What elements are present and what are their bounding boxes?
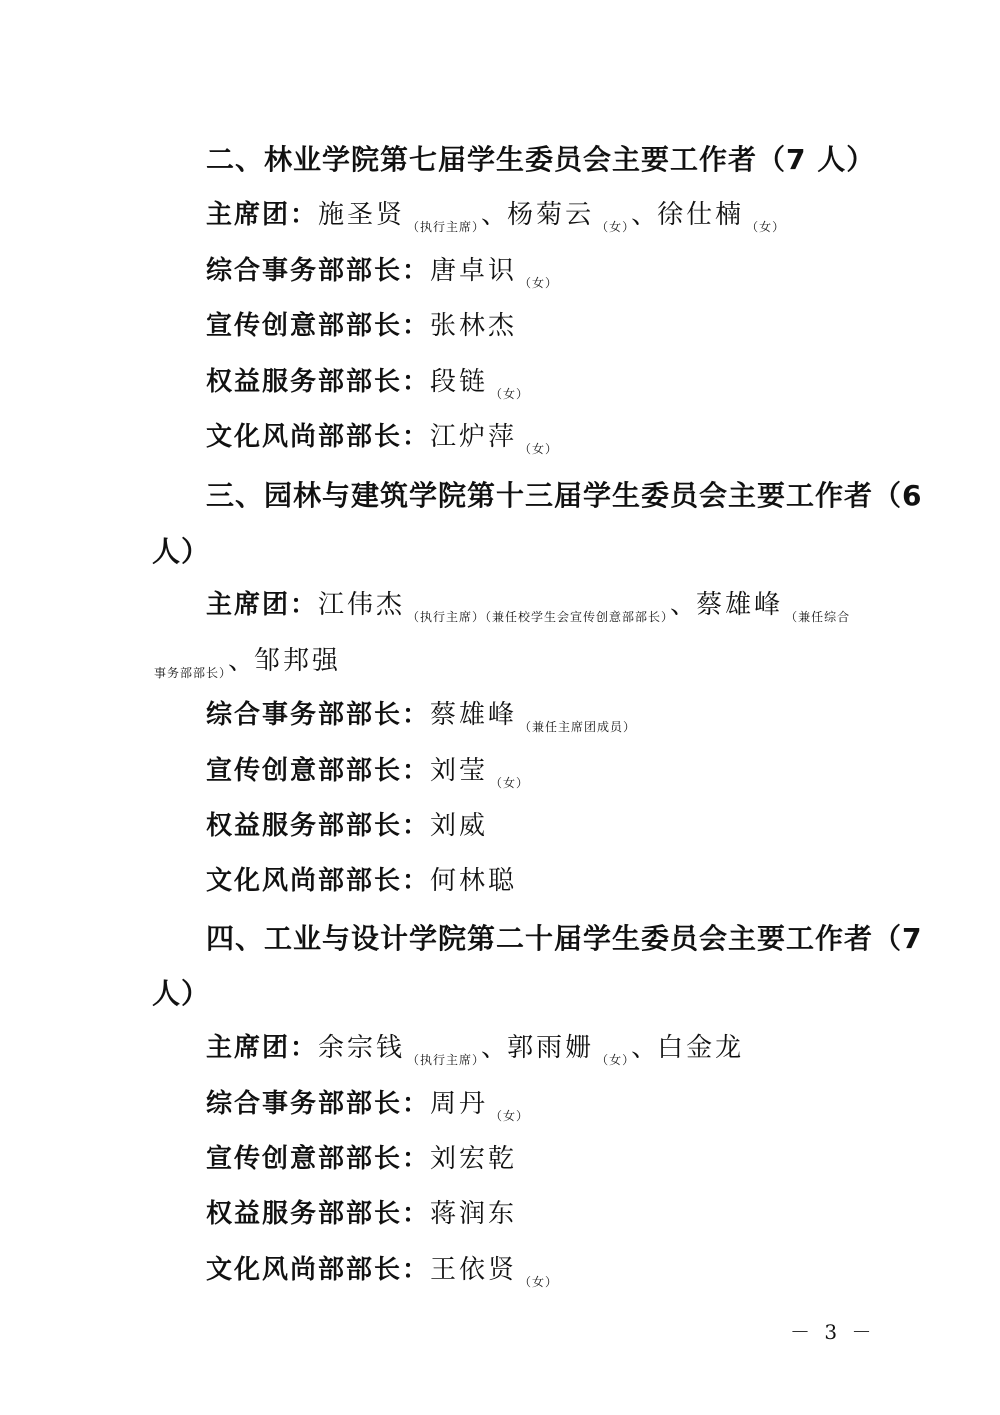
department-label: 权益服务部部长： — [206, 811, 431, 841]
department-row — [206, 305, 517, 342]
member-name: 邹邦强 — [254, 646, 342, 676]
department-head-name: 周丹 — [430, 1089, 489, 1119]
department-row — [206, 1193, 517, 1230]
department-head-name: 蔡雄峰 — [430, 700, 518, 730]
department-head-name: 刘宏乾 — [430, 1144, 518, 1174]
department-head-name: 何林聪 — [430, 866, 518, 896]
section-heading-forestry: 二、林业学院第七届学生委员会主要工作者（7 人） — [206, 143, 876, 176]
department-row — [206, 1249, 560, 1290]
member-note: （执行主席） — [407, 1053, 480, 1067]
department-label: 文化风尚部部长： — [206, 866, 431, 896]
separator: 、 — [481, 1033, 508, 1063]
separator: 、 — [631, 1033, 658, 1063]
member-name: 郭雨姗 — [507, 1033, 595, 1063]
department-head-name: 刘莹 — [430, 756, 489, 786]
department-row — [206, 1138, 517, 1175]
member-name: 蔡雄峰 — [696, 590, 784, 620]
separator: 、 — [631, 200, 658, 230]
presidium-row — [206, 584, 852, 625]
department-head-note: （女） — [519, 276, 559, 290]
separator: 、 — [228, 646, 255, 676]
member-note: 事务部部长） — [154, 666, 227, 680]
member-note: （兼任综合 — [785, 610, 851, 624]
department-label: 综合事务部部长： — [206, 700, 431, 730]
presidium-row-cont — [152, 640, 341, 681]
member-note: （执行主席）（兼任校学生会宣传创意部部长） — [407, 610, 669, 624]
department-row — [206, 694, 638, 735]
department-row — [206, 250, 560, 291]
member-name: 杨菊云 — [507, 200, 595, 230]
section-heading-landscape: 三、园林与建筑学院第十三届学生委员会主要工作者（6 — [206, 479, 923, 512]
member-note: （女） — [746, 220, 786, 234]
department-row — [206, 750, 531, 791]
department-label: 宣传创意部部长： — [206, 1144, 431, 1174]
department-head-name: 江炉萍 — [430, 422, 518, 452]
department-label: 宣传创意部部长： — [206, 311, 431, 341]
department-head-note: （女） — [519, 442, 559, 456]
presidium-label: 主席团： — [206, 1033, 319, 1063]
department-label: 综合事务部部长： — [206, 256, 431, 286]
member-name: 余宗钱 — [318, 1033, 406, 1063]
department-head-note: （女） — [519, 1275, 559, 1289]
member-name: 施圣贤 — [318, 200, 406, 230]
department-label: 宣传创意部部长： — [206, 756, 431, 786]
department-head-name: 蒋润东 — [430, 1199, 518, 1229]
department-label: 综合事务部部长： — [206, 1089, 431, 1119]
member-note: （女） — [596, 1053, 630, 1067]
presidium-label: 主席团： — [206, 200, 319, 230]
separator: 、 — [481, 200, 508, 230]
department-row — [206, 361, 531, 402]
department-head-name: 唐卓识 — [430, 256, 518, 286]
department-row — [206, 1083, 531, 1124]
department-head-note: （兼任主席团成员） — [519, 720, 637, 734]
member-name: 江伟杰 — [318, 590, 406, 620]
department-head-name: 段链 — [430, 367, 489, 397]
department-head-name: 张林杰 — [430, 311, 518, 341]
department-row — [206, 805, 488, 842]
department-head-name: 刘威 — [430, 811, 489, 841]
department-head-note: （女） — [490, 1109, 530, 1123]
section-heading-industry-design: 四、工业与设计学院第二十届学生委员会主要工作者（7 — [206, 922, 923, 955]
department-row — [206, 860, 517, 897]
member-note: （女） — [596, 220, 630, 234]
presidium-row — [206, 1027, 744, 1068]
department-label: 权益服务部部长： — [206, 1199, 431, 1229]
presidium-row — [206, 194, 787, 235]
section-heading-industry-design-cont: 人） — [152, 977, 211, 1010]
department-label: 文化风尚部部长： — [206, 1255, 431, 1285]
department-label: 权益服务部部长： — [206, 367, 431, 397]
department-head-name: 王依贤 — [430, 1255, 518, 1285]
section-heading-landscape-cont: 人） — [152, 535, 211, 568]
department-head-note: （女） — [490, 776, 530, 790]
department-head-note: （女） — [490, 387, 530, 401]
separator: 、 — [670, 590, 697, 620]
department-row — [206, 416, 560, 457]
member-name: 白金龙 — [657, 1033, 745, 1063]
member-note: （执行主席） — [407, 220, 480, 234]
page-number: － 3 － — [790, 1320, 876, 1344]
member-name: 徐仕楠 — [657, 200, 745, 230]
presidium-label: 主席团： — [206, 590, 319, 620]
department-label: 文化风尚部部长： — [206, 422, 431, 452]
